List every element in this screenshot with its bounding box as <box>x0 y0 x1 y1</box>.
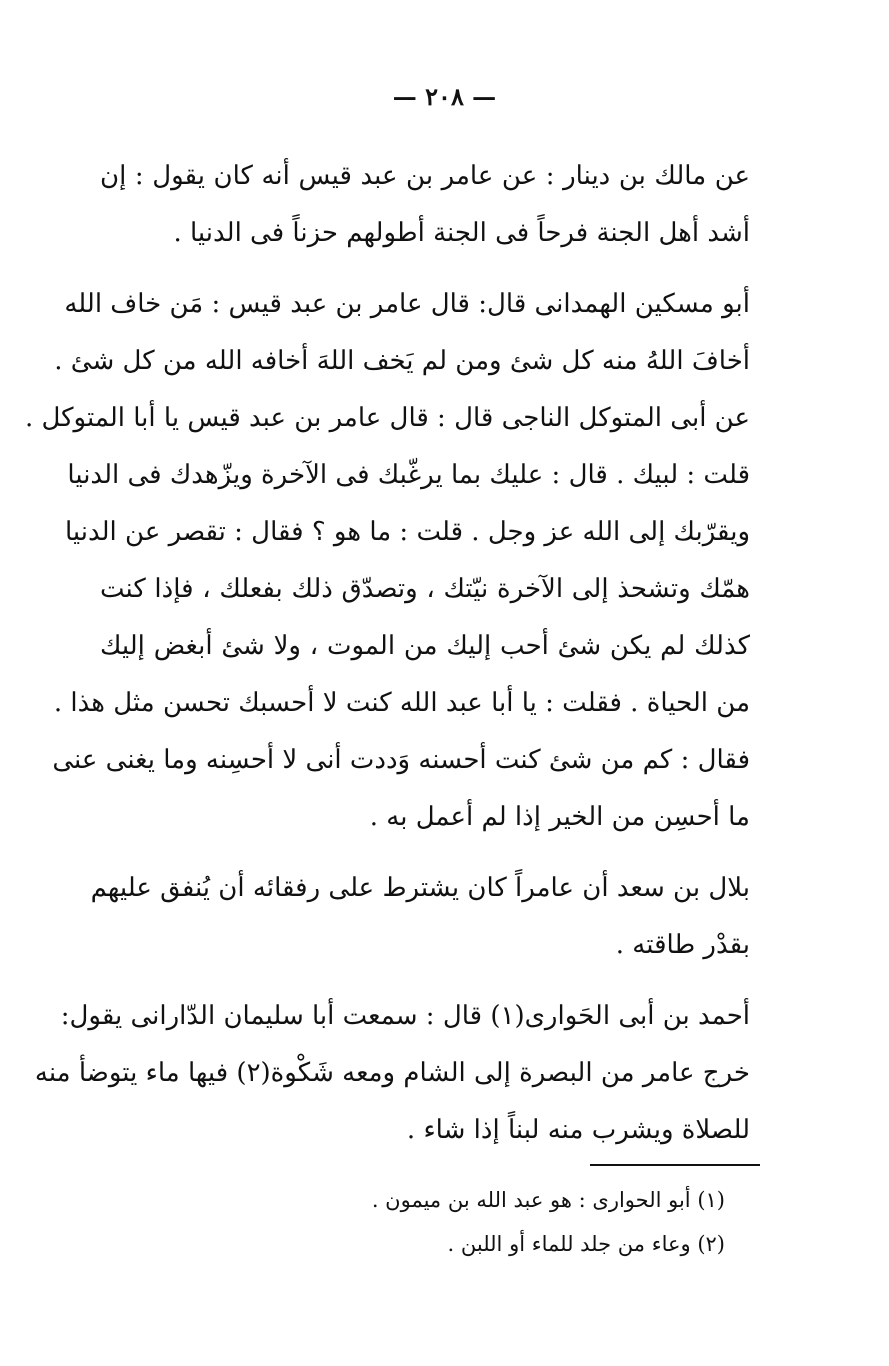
text-line: عن أبى المتوكل الناجى قال : قال عامر بن عبد قيس يا أبا المتوكل . <box>24 403 750 433</box>
footnote: (٢) وعاء من جلد للماء أو اللبن . <box>447 1232 725 1256</box>
footnotes <box>100 1178 725 1266</box>
text-line: همّك وتشحذ إلى الآخرة نيّتك ، وتصدّق ذلك بفعلك ، فإذا كنت <box>100 574 750 604</box>
text-line: قلت : لبيك . قال : عليك بما يرغّبك فى الآخرة ويزّهدك فى الدنيا <box>67 460 750 490</box>
text-line: أحمد بن أبى الحَوارى(١) قال : سمعت أبا سليمان الدّارانى يقول: <box>60 1001 750 1031</box>
footnote: (١) أبو الحوارى : هو عبد الله بن ميمون . <box>371 1188 725 1212</box>
body-text <box>24 148 750 1159</box>
text-line: بلال بن سعد أن عامراً كان يشترط على رفقائه أن يُنفق عليهم <box>90 873 750 903</box>
text-line: فقال : كم من شئ كنت أحسنه وَددت أنى لا أحسِنه وما يغنى عنى <box>52 745 750 775</box>
text-line: خرج عامر من البصرة إلى الشام ومعه شَكْوة(٢) فيها ماء يتوضأ منه <box>34 1058 750 1088</box>
text-line: ويقرّبك إلى الله عز وجل . قلت : ما هو ؟ فقال : تقصر عن الدنيا <box>64 517 750 547</box>
page-number: — ٢٠٨ — <box>392 82 497 111</box>
footnote-divider <box>590 1164 760 1166</box>
text-line: للصلاة ويشرب منه لبناً إذا شاء . <box>406 1115 750 1145</box>
text-line: أشد أهل الجنة فرحاً فى الجنة أطولهم حزناً فى الدنيا . <box>173 218 750 248</box>
text-line: كذلك لم يكن شئ أحب إليك من الموت ، ولا شئ أبغض إليك <box>100 631 750 661</box>
text-line: أبو مسكين الهمدانى قال: قال عامر بن عبد قيس : مَن خاف الله <box>64 289 750 319</box>
text-line: بقدْر طاقته . <box>615 930 750 960</box>
text-line: أخافَ اللهُ منه كل شئ ومن لم يَخف اللهَ أخافه الله من كل شئ . <box>54 346 750 376</box>
text-line: عن مالك بن دينار : عن عامر بن عبد قيس أنه كان يقول : إن <box>100 161 750 191</box>
text-line: ما أحسِن من الخير إذا لم أعمل به . <box>369 802 750 832</box>
text-line: من الحياة . فقلت : يا أبا عبد الله كنت لا أحسبك تحسن مثل هذا . <box>53 688 750 718</box>
